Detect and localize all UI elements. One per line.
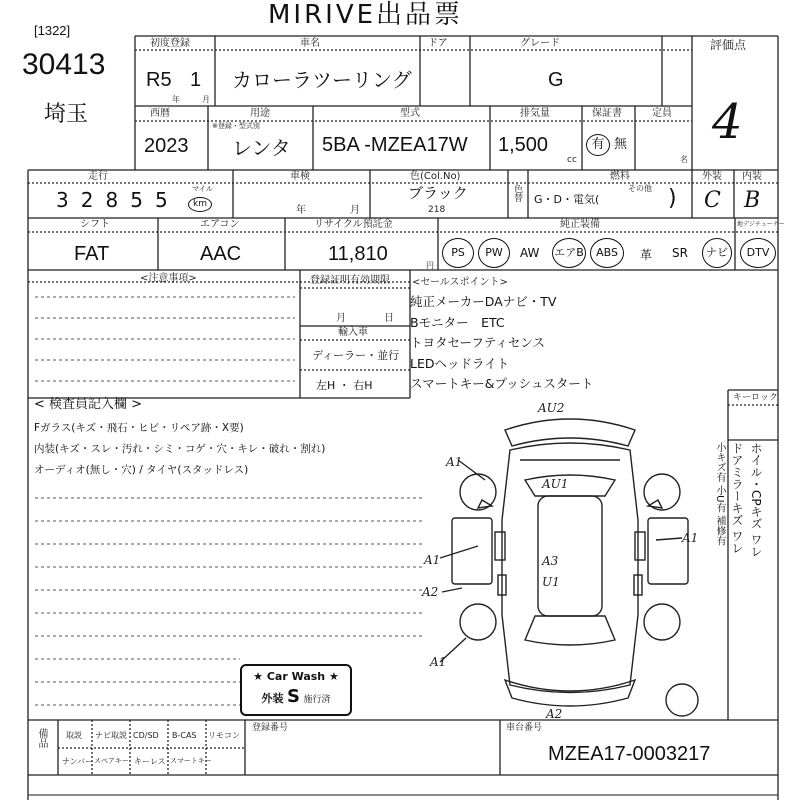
lot-region: 埼玉 [44, 102, 89, 127]
grade: G [548, 69, 564, 91]
equip-abs: ABS [590, 238, 624, 268]
aircon-label: エアコン [200, 219, 240, 230]
capacity-label: 定員 [652, 108, 672, 119]
car-wash-suffix: 施行済 [303, 695, 331, 705]
warranty-yes-circle: 有 [586, 134, 610, 156]
first-reg-era: R5 [146, 69, 172, 91]
inspector-line: 内装(キズ・スレ・汚れ・シミ・コゲ・穴・キレ・破れ・割れ) [34, 443, 326, 455]
car-diagram [420, 400, 720, 720]
exterior-label: 外装 [702, 171, 722, 182]
acc-spare-key: スペアキー [94, 757, 129, 765]
cc-unit: cc [567, 155, 577, 165]
door-label: ドア [428, 38, 448, 49]
mileage-digit: 2 [80, 188, 94, 212]
score-label: 評価点 [710, 38, 747, 52]
color-label: 色(Col.No) [410, 171, 461, 182]
western-label: 西暦 [150, 108, 170, 119]
expire-month-unit: 月 [336, 313, 346, 324]
sales-point: LEDヘッドライト [410, 355, 510, 371]
inspector-line: Fガラス(キズ・飛石・ヒビ・リペア跡・X要) [34, 422, 244, 434]
score: 4 [712, 94, 743, 150]
right-vertical-notes [712, 442, 765, 717]
sales-point: Bモニター ETC [410, 314, 505, 330]
inspector-line: オーディオ(無し・穴) / タイヤ(スタッドレス) [34, 464, 249, 476]
equipment-label: 純正装備 [560, 219, 600, 230]
mile-label: マイル [192, 185, 213, 193]
chassis-number: MZEA17-0003217 [548, 743, 711, 765]
damage-mark: A2 [422, 585, 439, 599]
expire-day-unit: 日 [384, 313, 394, 324]
mileage-digit: 3 [56, 188, 69, 212]
capacity-unit: 名 [680, 155, 688, 164]
yen-unit: 円 [426, 261, 434, 270]
damage-mark: A1 [682, 531, 699, 545]
equip-airbag: エアB [552, 238, 586, 268]
damage-mark: A3 [542, 554, 559, 568]
chassis-label: 車台番号 [506, 723, 543, 733]
car-wash-title: ★ Car Wash ★ [253, 670, 339, 683]
sales-label: <セールスポイント> [412, 277, 508, 288]
shift-label: シフト [80, 219, 110, 230]
acc-keyless: キーレス [134, 757, 166, 766]
equip-navi: ナビ [702, 238, 732, 268]
steering-side: 左H ・ 右H [316, 379, 373, 392]
reg-no-label: 登録番号 [252, 723, 289, 733]
damage-mark: U1 [542, 575, 560, 589]
model: 5BA -MZEA17W [322, 134, 468, 156]
year-unit: 年 [172, 95, 180, 104]
color-no: 218 [428, 205, 446, 215]
acc-remote: リモコン [208, 731, 240, 740]
car-name-label: 車名 [300, 38, 320, 49]
fuel-close: ) [668, 186, 677, 211]
acc-cd-sd: CD/SD [133, 731, 159, 740]
model-label: 型式 [400, 108, 420, 119]
damage-mark: AU2 [538, 401, 565, 415]
car-wash-line [242, 686, 350, 707]
acc-navi-manual: ナビ取説 [95, 731, 127, 740]
recycle-label: リサイクル預託金 [314, 219, 393, 230]
inspection-month-unit: 月 [350, 205, 360, 216]
car-wash-grade: S [287, 686, 300, 707]
vertical-note: ホイル・CPキズ ワレ [749, 442, 763, 558]
mileage-digit: 5 [130, 188, 143, 212]
usage-label: 用途 [250, 108, 270, 119]
damage-mark: A1 [430, 655, 447, 669]
acc-bcas: B-CAS [172, 731, 197, 740]
equip-sr: SR [672, 246, 688, 260]
damage-mark: A2 [546, 707, 563, 720]
color-change-label: 色替 [512, 184, 522, 202]
first-reg-month: 1 [190, 69, 202, 91]
vertical-note: ドアミラーキズ ワレ [730, 442, 744, 554]
acc-manual: 取説 [66, 731, 82, 740]
equip-aw: AW [520, 246, 540, 260]
import-label: 輸入車 [338, 327, 368, 338]
equip-dtv: DTV [740, 238, 776, 268]
acc-plate: ナンバー [62, 757, 94, 766]
tuner-label: 地デジチューナー [737, 221, 785, 228]
caution-label: <注意事項> [140, 273, 197, 284]
vertical-note: 小キズ有 小U有 補修有 [714, 442, 725, 546]
sales-point: トヨタセーフティセンス [410, 335, 546, 350]
fuel-other: その他 [628, 184, 652, 193]
sales-points [410, 292, 593, 395]
inspection-label: 車検 [290, 171, 310, 182]
usage-note: ※登録・型式別 [212, 122, 260, 130]
usage: レンタ [232, 136, 291, 160]
lot-number: 30413 [22, 48, 106, 81]
month-unit: 月 [202, 95, 210, 104]
sheet-title: MIRIVE出品票 [268, 0, 464, 30]
sales-point: 純正メーカーDAナビ・TV [410, 294, 557, 309]
fuel-options: G・D・電気( [534, 193, 600, 206]
mileage-digit: 8 [105, 188, 119, 212]
car-wash-prefix: 外装 [261, 692, 284, 705]
car-name: カローラツーリング [232, 68, 412, 92]
inspector-title: < 検査員記入欄 > [34, 397, 143, 412]
accessories-label: 備品 [36, 728, 47, 748]
recycle: 11,810 [328, 243, 388, 265]
mileage-digits [56, 188, 186, 212]
expire-label: 登録証明有効期限 [310, 275, 390, 286]
sales-point: スマートキー&プッシュスタート [410, 376, 594, 391]
damage-mark: A1 [446, 455, 463, 469]
mileage-digit: 5 [154, 188, 168, 212]
mileage-label: 走行 [88, 171, 108, 182]
dealer-parallel: ディーラー・並行 [312, 349, 400, 362]
equip-pw: PW [478, 238, 510, 268]
color: ブラック [408, 184, 468, 202]
damage-mark: AU1 [542, 477, 569, 491]
acc-smart-key: スマートキー [170, 757, 212, 765]
warranty-label: 保証書 [592, 108, 622, 119]
equip-leather: 革 [640, 248, 653, 262]
warranty-no: 無 [614, 137, 628, 152]
inspection-year-unit: 年 [296, 205, 306, 216]
interior: B [744, 188, 761, 213]
displacement: 1,500 [498, 134, 549, 156]
shift: FAT [74, 243, 110, 265]
damage-mark: A1 [424, 553, 441, 567]
fuel-label: 燃料 [610, 171, 630, 182]
equip-ps: PS [442, 238, 474, 268]
km-circle: km [188, 197, 212, 212]
inspector-lines [34, 418, 325, 481]
displacement-label: 排気量 [520, 108, 550, 119]
interior-label: 内装 [742, 171, 762, 182]
western-year: 2023 [144, 135, 189, 157]
grade-label: グレード [520, 38, 560, 49]
key-lock-label: キーロック [733, 393, 778, 403]
car-wash-stamp [240, 664, 352, 716]
first-reg-label: 初度登録 [150, 38, 190, 49]
aircon: AAC [200, 243, 242, 265]
exterior: C [704, 188, 721, 213]
lot-sub-number: [1322] [34, 23, 71, 38]
